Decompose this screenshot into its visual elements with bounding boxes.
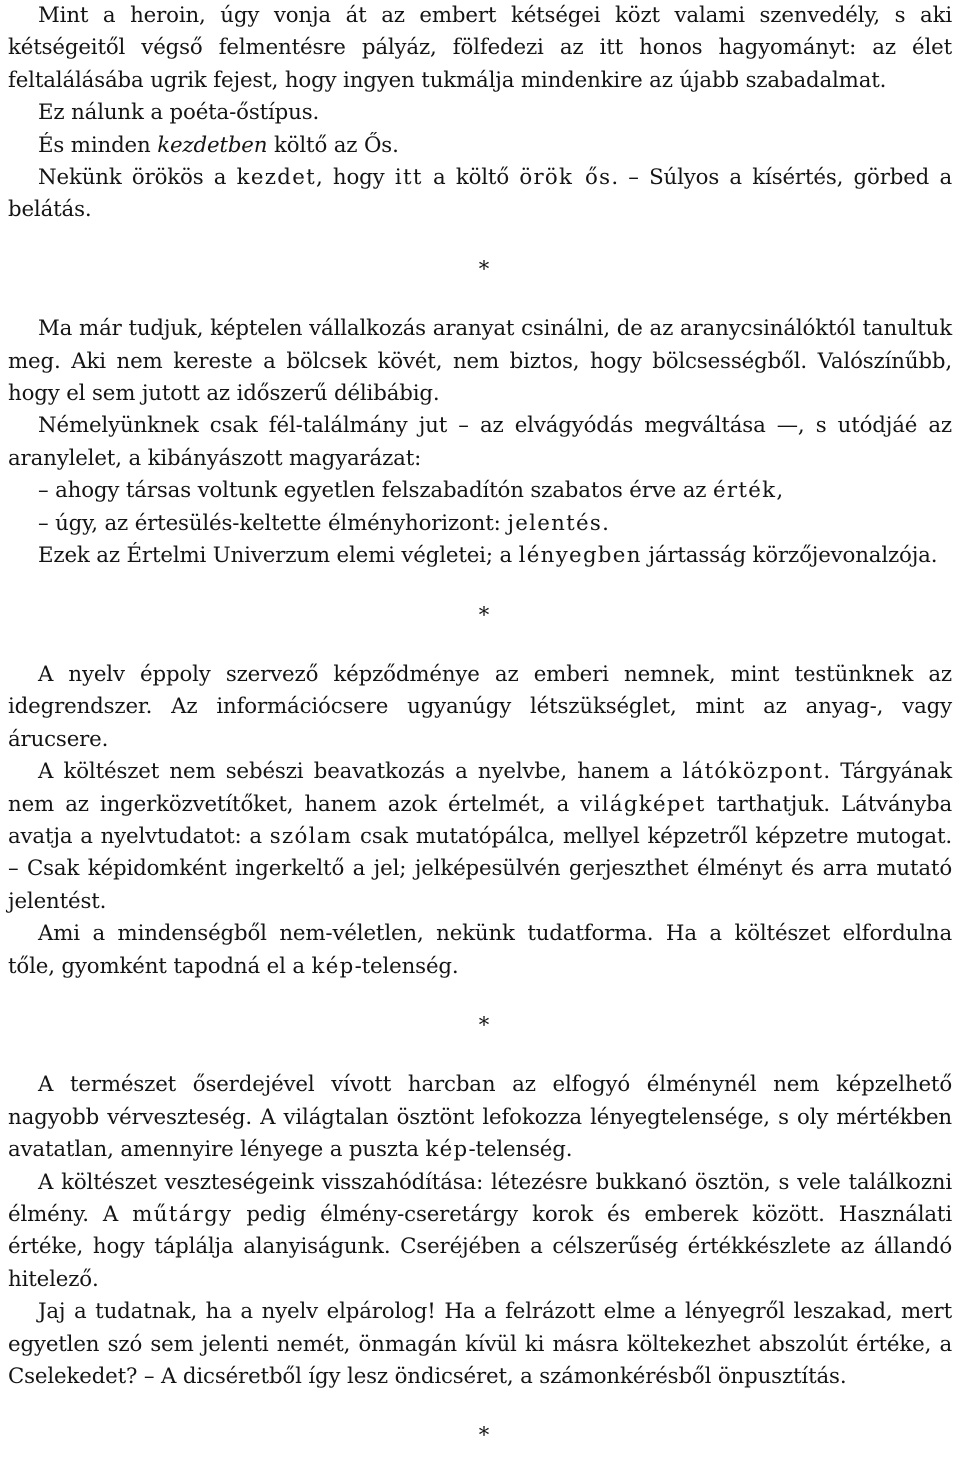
paragraph (8, 313, 952, 410)
paragraph-text: – úgy, az értesülés-keltette élményhorizont: (38, 510, 508, 536)
paragraph (8, 162, 952, 227)
paragraph (8, 1069, 952, 1166)
paragraph-text: . – Súlyos a kísértés, görbed a belátás. (8, 165, 952, 223)
paragraph-text: És minden (38, 132, 158, 158)
spaced-emphasis: jelentés (507, 510, 603, 536)
spaced-emphasis: örök ős (519, 165, 612, 191)
paragraph (8, 659, 952, 756)
paragraph (8, 1167, 952, 1297)
paragraph-text: Mint a heroin, úgy vonja át az embert kétségei közt valami szenvedély, s aki kétségeitől végső felmentésre pályáz, fölfedezi az itt honos hagyományt: az élet feltalálásába ugrik fejest, hogy ingyen tukmálja mindenkire az újabb szabadalmat. (8, 3, 952, 93)
list-item (8, 508, 952, 540)
paragraph-text: pedig élmény-cseretárgy korok és emberek között. Használati értéke, hogy táplálja alanyiságunk. Cseréjében a célszerűség értékkészlete az állandó hitelező. (8, 1202, 952, 1292)
spaced-emphasis: műtárgy (132, 1202, 233, 1227)
paragraph-text: -telenség. (468, 1137, 573, 1163)
list-item (8, 475, 952, 507)
paragraph-text: . Tárgyának nem az ingerközvetítőket, hanem azok értelmét, a (8, 759, 952, 817)
paragraph-text: , (776, 478, 783, 504)
paragraph-text: Ami a mindenségből nem-véletlen, nekünk tudatforma. Ha a költészet elfordulna tőle, gyomként tapodná el a (8, 921, 952, 979)
paragraph-text: Ezek az Értelmi Univerzum elemi végletei; a (38, 543, 519, 569)
paragraph-text: , hogy (315, 165, 395, 191)
paragraph (8, 130, 952, 162)
paragraph-text: A költészet nem sebészi beavatkozás a nyelvbe, hanem a (38, 759, 683, 785)
paragraph (8, 540, 952, 572)
section-separator: * (478, 1012, 490, 1037)
emphasis-text: kezdetben (157, 132, 268, 158)
spaced-emphasis: kép (425, 1137, 469, 1163)
paragraph-text: Jaj a tudatnak, ha a nyelv elpárolog! Ha a felrázott elme a lényegről leszakad, mert egyetlen szó sem jelenti nemét, önmagán kívül ki másra költekezhet abszolút értéke, a Cselekedet? – A dicséretből így lesz öndicséret, a számonkérésből önpusztítás. (8, 1299, 952, 1390)
paragraph-text: . (602, 510, 609, 536)
spaced-emphasis: lényegben (518, 543, 642, 569)
paragraph-text: csak mutatópálca, mellyel képzetről képzetre mutogat. – Csak képidomként ingerkeltő a jel; jelképesülvén gerjeszthet élményt és arra mutató jelentést. (8, 823, 952, 914)
paragraph-text: a költő (422, 165, 520, 191)
section-separator: * (478, 602, 490, 627)
paragraph (8, 410, 952, 475)
paragraph-text: A költészet veszteségeink visszahódítása: létezésre bukkanó ösztön, s vele találkozni élmény. A (8, 1169, 952, 1227)
section-separator: * (478, 256, 490, 281)
paragraph-text: Nekünk örökös a (38, 165, 237, 191)
paragraph-text: költő az Ős. (267, 132, 399, 158)
spaced-emphasis: kezdet (236, 165, 316, 191)
spaced-emphasis: érték (712, 478, 777, 504)
paragraph (8, 0, 952, 97)
section-separator: * (478, 1423, 490, 1448)
paragraph-text: Ez nálunk a poéta-őstípus. (38, 100, 320, 126)
paragraph-text: Ma már tudjuk, képtelen vállalkozás aranyat csinálni, de az aranycsinálóktól tanultuk meg. Aki nem kereste a bölcsek kövét, nem biztos, hogy bölcsességből. Valószínűbb, hogy el sem jutott az időszerű délibábig. (8, 316, 952, 407)
spaced-emphasis: látóközpont (682, 759, 824, 785)
paragraph-text: -telenség. (354, 953, 459, 979)
paragraph (8, 918, 952, 983)
spaced-emphasis: kép (311, 953, 355, 979)
spaced-emphasis: itt (394, 165, 423, 191)
paragraph (8, 756, 952, 918)
paragraph-text: Némelyünknek csak fél-találmány jut – az elvágyódás megváltása —, s utódjáé az aranylelet, a kibányászott magyarázat: (8, 413, 952, 471)
paragraph-text: tarthatjuk. Látványba avatja a nyelvtudatot: a (8, 791, 953, 849)
spaced-emphasis: világképet (580, 791, 706, 817)
spaced-emphasis: szólam (269, 823, 353, 849)
paragraph-text: jártasság körzőjevonalzója. (641, 543, 938, 569)
paragraph (8, 1296, 952, 1393)
paragraph-text: – ahogy társas voltunk egyetlen felszabadítón szabatos érve az (38, 478, 713, 504)
paragraph (8, 97, 952, 129)
paragraph-text: A természet őserdejével vívott harcban az elfogyó élménynél nem képzelhető nagyobb vérveszteség. A világtalan ösztönt lefokozza lényegtelensége, s oly mértékben avatatlan, amennyire lényege a puszta (8, 1072, 952, 1163)
paragraph-text: A nyelv éppoly szervező képződménye az emberi nemnek, mint testünknek az idegrendszer. Az információcsere ugyanúgy létszükséglet, mint az anyag-, vagy árucsere. (8, 661, 952, 752)
